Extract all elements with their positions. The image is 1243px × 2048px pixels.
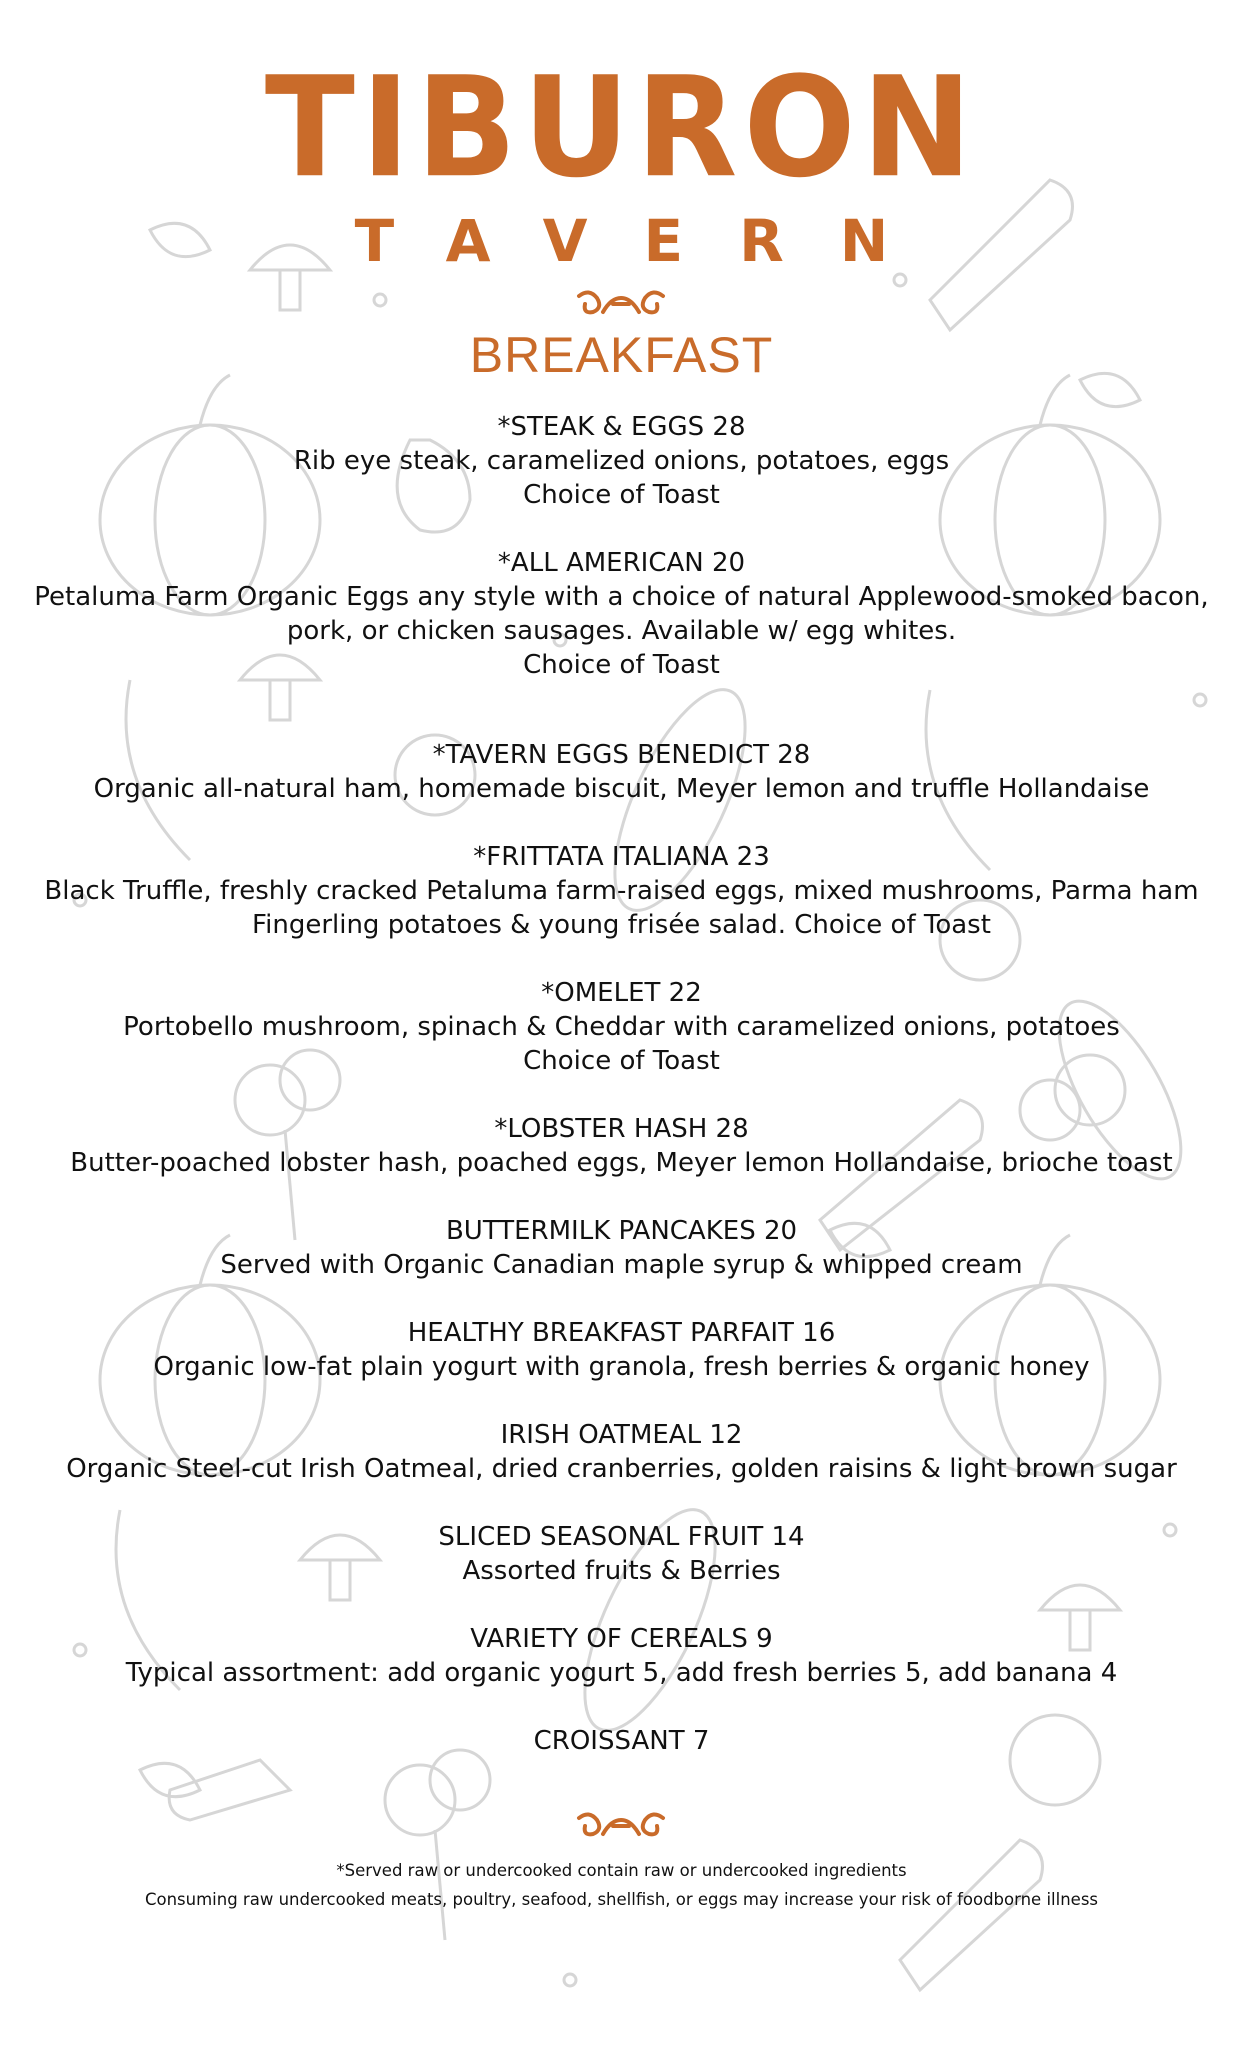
menu-item-description: Butter-poached lobster hash, poached eggs, Meyer lemon Hollandaise, brioche toast <box>70 1148 1173 1178</box>
menu-item-name: *STEAK & EGGS 28 <box>497 412 746 442</box>
menu-item-name: *FRITTATA ITALIANA 23 <box>473 842 770 872</box>
menu-item <box>0 1316 1243 1384</box>
disclaimer-line: *Served raw or undercooked contain raw or undercooked ingredients <box>336 1861 907 1880</box>
menu-item <box>0 1724 1243 1758</box>
menu-item-name: *ALL AMERICAN 20 <box>497 548 746 578</box>
logo-subtitle: TAVERN <box>354 207 945 275</box>
menu-item <box>0 1520 1243 1588</box>
menu-item-name: IRISH OATMEAL 12 <box>500 1420 743 1450</box>
ornament-divider-icon <box>571 286 671 320</box>
menu-item-description: Portobello mushroom, spinach & Cheddar with caramelized onions, potatoes <box>123 1012 1120 1042</box>
disclaimer-line: Consuming raw undercooked meats, poultry, seafood, shellfish, or eggs may increase your risk of foodborne illness <box>144 1890 1099 1909</box>
menu-item-name: HEALTHY BREAKFAST PARFAIT 16 <box>407 1318 836 1348</box>
menu-item <box>0 1622 1243 1690</box>
menu-item-name: *TAVERN EGGS BENEDICT 28 <box>432 740 811 770</box>
logo-title: TIBURON <box>264 47 979 209</box>
menu-item-name: SLICED SEASONAL FRUIT 14 <box>438 1522 805 1552</box>
menu-item-description: Petaluma Farm Organic Eggs any style with a choice of natural Applewood-smoked bacon, <box>34 582 1209 612</box>
menu-item-description: Assorted fruits & Berries <box>462 1556 781 1586</box>
menu-item <box>0 976 1243 1078</box>
menu-item <box>0 1112 1243 1180</box>
menu-item-name: CROISSANT 7 <box>533 1726 710 1756</box>
menu-item-description: Choice of Toast <box>523 650 720 680</box>
menu-item-description: Choice of Toast <box>523 480 720 510</box>
menu-item <box>0 1418 1243 1486</box>
menu-item-description: Rib eye steak, caramelized onions, potatoes, eggs <box>293 446 950 476</box>
menu-item <box>0 546 1243 682</box>
menu-item-description: Served with Organic Canadian maple syrup & whipped cream <box>220 1250 1023 1280</box>
menu-item-name: *LOBSTER HASH 28 <box>494 1114 749 1144</box>
menu-item-description: Black Truffle, freshly cracked Petaluma farm-raised eggs, mixed mushrooms, Parma ham <box>44 876 1199 906</box>
ornament-divider-icon <box>571 1808 671 1842</box>
menu-item <box>0 840 1243 942</box>
menu-item-name: *OMELET 22 <box>541 978 702 1008</box>
menu-item-description: Organic low-fat plain yogurt with granola, fresh berries & organic honey <box>153 1352 1090 1382</box>
menu-item-name: BUTTERMILK PANCAKES 20 <box>445 1216 798 1246</box>
menu-item-name: VARIETY OF CEREALS 9 <box>470 1624 773 1654</box>
section-title: BREAKFAST <box>469 327 774 383</box>
menu-item-description: pork, or chicken sausages. Available w/ egg whites. <box>286 616 957 646</box>
menu-item-description: Organic all-natural ham, homemade biscuit, Meyer lemon and truffle Hollandaise <box>93 774 1150 804</box>
menu-item <box>0 410 1243 512</box>
menu-item-description: Organic Steel-cut Irish Oatmeal, dried cranberries, golden raisins & light brown sugar <box>66 1454 1177 1484</box>
menu-item <box>0 1214 1243 1282</box>
menu-item-description: Fingerling potatoes & young frisée salad. Choice of Toast <box>252 910 991 940</box>
menu-item-description: Choice of Toast <box>523 1046 720 1076</box>
menu-item-description: Typical assortment: add organic yogurt 5, add fresh berries 5, add banana 4 <box>125 1658 1118 1688</box>
allergy-disclaimer <box>0 1856 1243 1914</box>
menu-item <box>0 738 1243 806</box>
